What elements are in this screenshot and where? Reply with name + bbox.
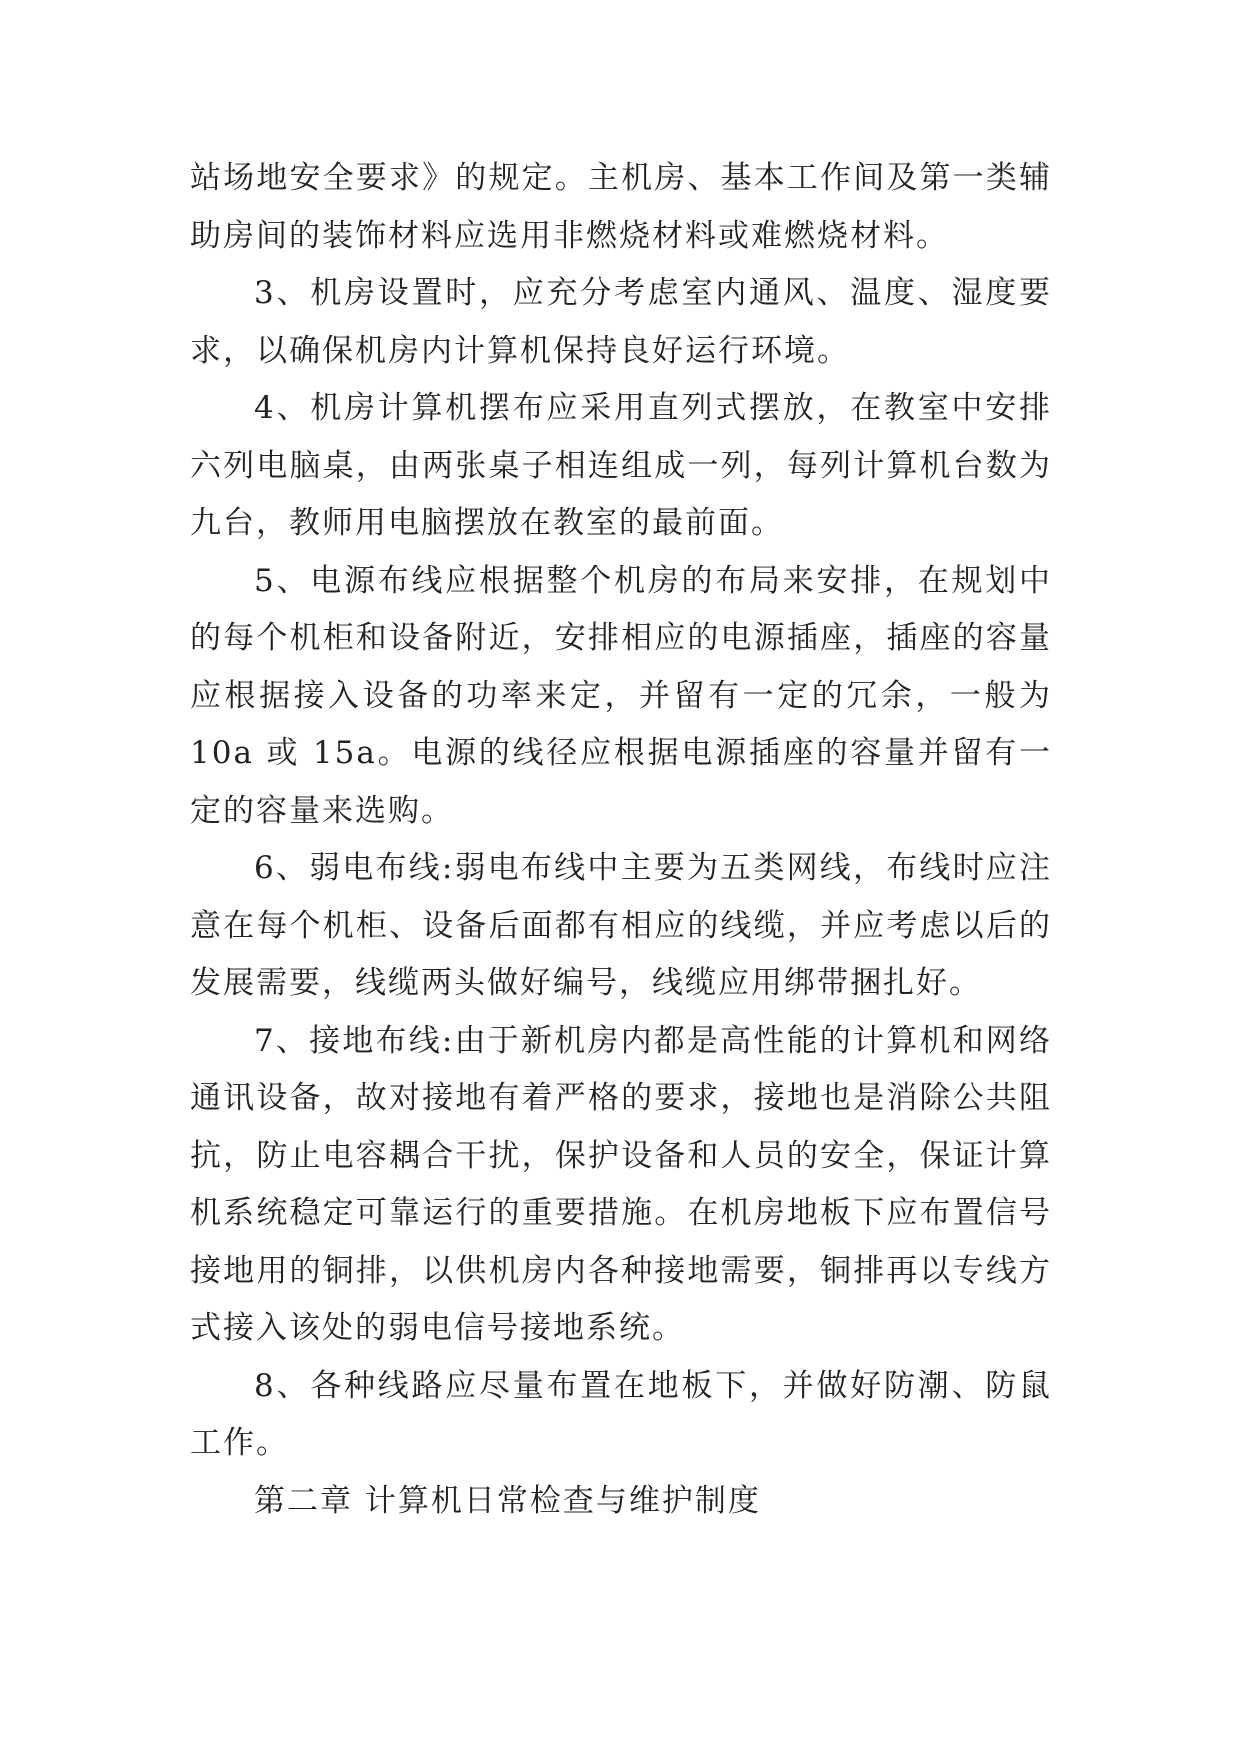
paragraph-item-3-ventilation: 3、机房设置时，应充分考虑室内通风、温度、湿度要求，以确保机房内计算机保持良好运行环境。 — [190, 275, 1052, 369]
chapter-heading: 第二章 计算机日常检查与维护制度 — [254, 1482, 761, 1519]
paragraph-item-4-computer-layout: 4、机房计算机摆布应采用直列式摆放，在教室中安排六列电脑桌，由两张桌子相连组成一列，每列计算机台数为九台，教师用电脑摆放在教室的最前面。 — [190, 390, 1052, 541]
paragraph-continued-safety-requirements: 站场地安全要求》的规定。主机房、基本工作间及第一类辅助房间的装饰材料应选用非燃烧材料或难燃烧材料。 — [190, 160, 1052, 254]
paragraph-item-7-grounding-wiring: 7、接地布线:由于新机房内都是高性能的计算机和网络通讯设备，故对接地有着严格的要求，接地也是消除公共阻抗，防止电容耦合干扰，保护设备和人员的安全，保证计算机系统稳定可靠运行的重要措施。在机房地板下应布置信号接地用的铜排，以供机房内各种接地需要，铜排再以专线方式接入该处的弱电信号接地系统。 — [190, 1022, 1052, 1346]
paragraph-item-6-weak-current-wiring: 6、弱电布线:弱电布线中主要为五类网线，布线时应注意在每个机柜、设备后面都有相应的线缆，并应考虑以后的发展需要，线缆两头做好编号，线缆应用绑带捆扎好。 — [190, 850, 1052, 1001]
paragraph-item-5-power-wiring: 5、电源布线应根据整个机房的布局来安排，在规划中的每个机柜和设备附近，安排相应的电源插座，插座的容量应根据接入设备的功率来定，并留有一定的冗余，一般为 10a 或 15a。电源的线径应根据电源插座的容量并留有一定的容量来选购。 — [190, 562, 1052, 829]
paragraph-item-8-line-routing: 8、各种线路应尽量布置在地板下，并做好防潮、防鼠工作。 — [190, 1367, 1052, 1461]
document-body — [190, 150, 1052, 1530]
